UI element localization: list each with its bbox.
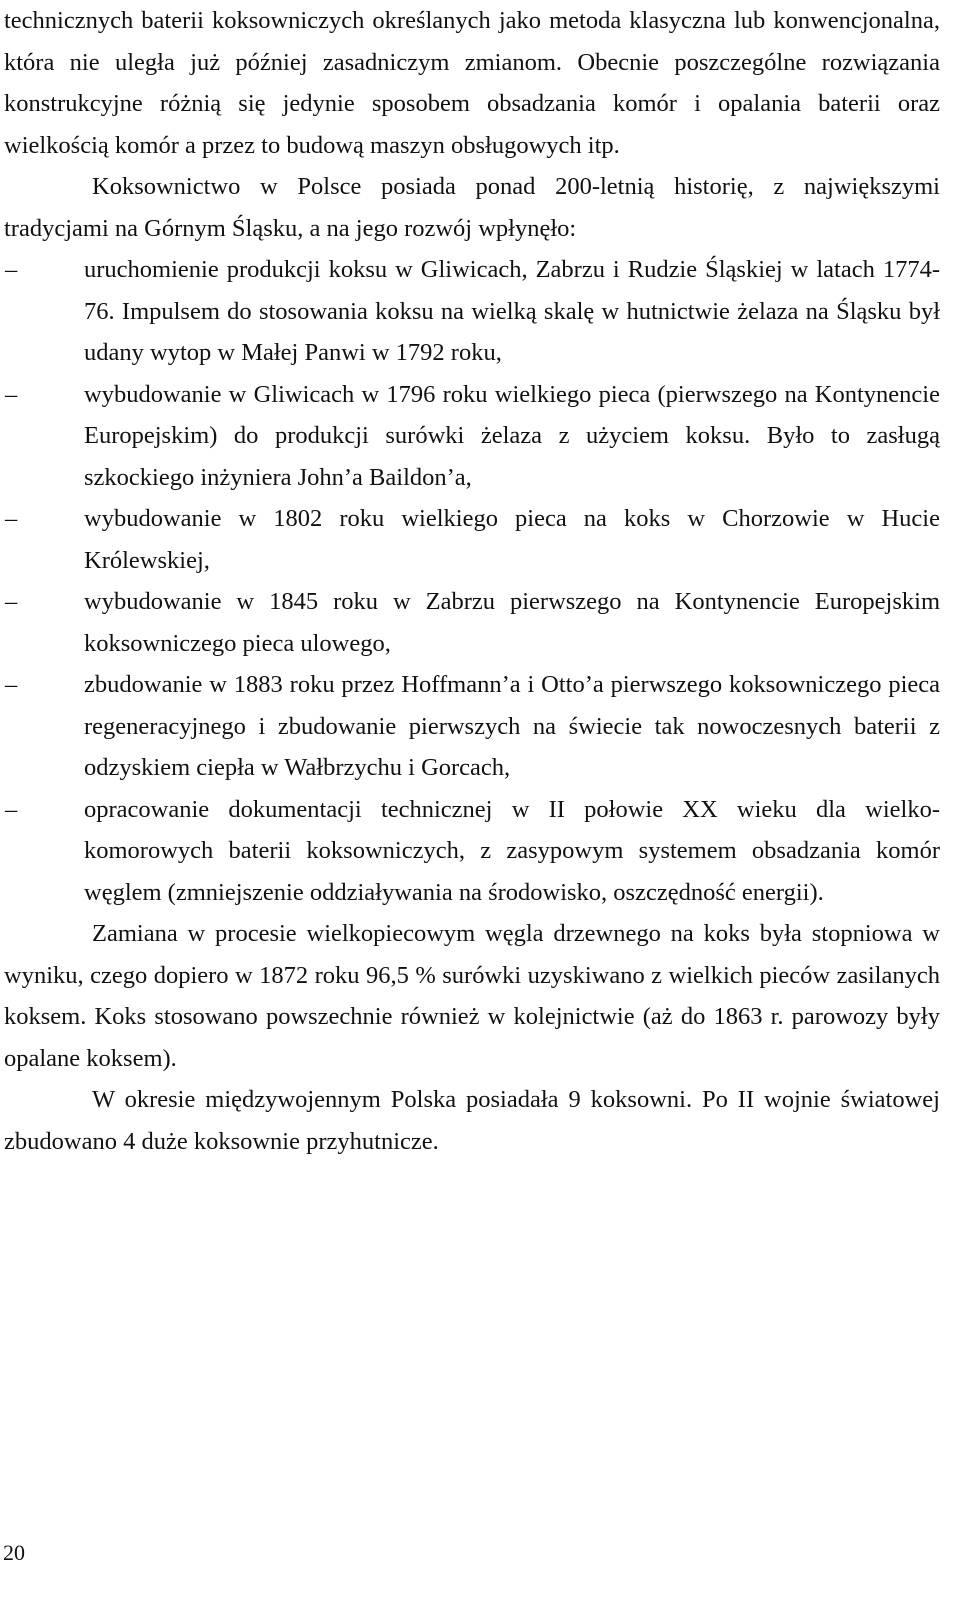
list-item [4,581,940,664]
document-page [4,0,940,1162]
list-item-text: wybudowanie w 1802 roku wielkiego pieca na koks w Chorzowie w Hucie Królewskiej, [84,505,940,574]
list-item [4,664,940,789]
dash-bullet: – [5,505,18,532]
dash-bullet: – [5,671,18,698]
dash-bullet: – [5,256,18,283]
dash-bullet: – [5,588,18,615]
list-item [4,498,940,581]
list-item [4,249,940,374]
list-item [4,789,940,914]
list-item-text: opracowanie dokumentacji technicznej w II połowie XX wieku dla wielko-komorowych baterii koksowniczych, z zasypowym systemem obsadzania komór węglem (zmniejszenie oddziaływania na środowisko, oszczędność energii). [84,795,940,906]
list-item-text: zbudowanie w 1883 roku przez Hoffmann’a i Otto’a pierwszego koksowniczego pieca regeneracyjnego i zbudowanie pierwszych na świecie tak nowoczesnych baterii z odzyskiem ciepła w Wałbrzychu i Gorcach, [84,671,940,781]
dash-bullet: – [5,380,18,408]
list-item-text: uruchomienie produkcji koksu w Gliwicach, Zabrzu i Rudzie Śląskiej w latach 1774-76. Impulsem do stosowania koksu na wielką skalę w hutnictwie żelaza na Śląsku był udany wytop w Małej Panwi w 1792 roku, [84,256,940,366]
list-item-text: wybudowanie w 1845 roku w Zabrzu pierwszego na Kontynencie Europejskim koksowniczego pieca ulowego, [84,588,940,657]
history-paragraph: Koksownictwo w Polsce posiada ponad 200-letnią historię, z największymi tradycjami na Górnym Śląsku, a na jego rozwój wpłynęło: [4,173,940,242]
list-item-text: wybudowanie w Gliwicach w 1796 roku wielkiego pieca (pierwszego na Kontynencie Europejskim) do produkcji surówki żelaza z użyciem koksu. Było to zasługą szkockiego inżyniera John’a Baildon’a, [84,380,940,491]
interwar-paragraph: W okresie międzywojennym Polska posiadała 9 koksowni. Po II wojnie światowej zbudowano 4 duże koksownie przyhutnicze. [4,1086,940,1155]
list-item [4,374,940,499]
blast-furnace-paragraph: Zamiana w procesie wielkopiecowym węgla drzewnego na koks była stopniowa w wyniku, czego dopiero w 1872 roku 96,5 % surówki uzyskiwano z wielkich pieców zasilanych koksem. Koks stosowano powszechnie również w kolejnictwie (aż do 1863 r. parowozy były opalane koksem). [4,920,940,1072]
development-list [4,249,940,913]
dash-bullet: – [5,795,18,823]
page-number: 20 [3,1540,25,1565]
intro-paragraph: technicznych baterii koksowniczych określanych jako metoda klasyczna lub konwencjonalna, która nie uległa już później zasadniczym zmianom. Obecnie poszczególne rozwiązania konstrukcyjne różnią się jedynie sposobem obsadzania komór i opalania baterii oraz wielkością komór a przez to budową maszyn obsługowych itp. [4,7,940,159]
